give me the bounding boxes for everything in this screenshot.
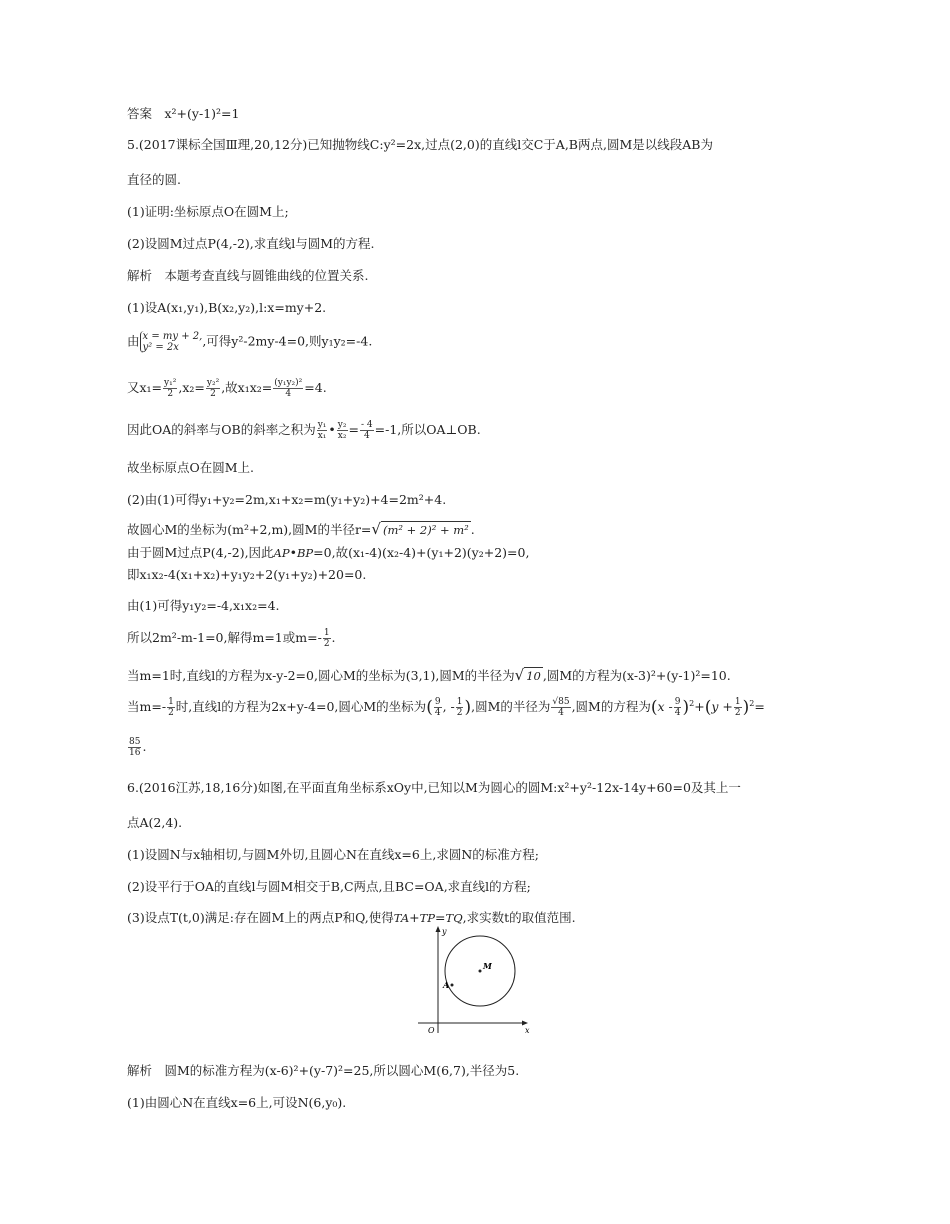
text: .	[470, 522, 475, 537]
fraction	[128, 737, 141, 758]
denominator: 4	[674, 708, 681, 718]
sqrt-icon: √	[371, 520, 381, 538]
text: , -	[442, 699, 455, 714]
equation: y² = 2x	[142, 342, 179, 353]
fraction	[456, 697, 464, 718]
m-label: M	[483, 961, 492, 971]
text: x -	[657, 699, 673, 714]
numerator: y₁²	[164, 378, 177, 388]
numerator: 1	[323, 628, 330, 638]
text: ,可得y²-2my-4=0,则y₁y₂=-4.	[202, 333, 373, 349]
problem-5-question-2: (2)设圆M过点P(4,-2),求直线l与圆M的方程.	[127, 236, 375, 251]
numerator: 85	[129, 737, 141, 747]
numerator: y₂²	[206, 378, 220, 388]
denominator: 2	[734, 708, 741, 718]
text: (3)设点T(t,0)满足:存在圆M上的两点P和Q,使得	[127, 910, 394, 925]
text: .	[331, 630, 336, 645]
circle-figure	[412, 925, 542, 1035]
text: =0,故(x₁-4)(x₂-4)+(y₁+2)(y₂+2)=0,	[313, 545, 530, 560]
fraction	[317, 420, 328, 441]
text: ,x₂=	[178, 380, 205, 395]
paren-icon: )	[742, 697, 750, 718]
problem-5-stem-line1: 5.(2017课标全国Ⅲ理,20,12分)已知抛物线C:y²=2x,过点(2,0)的直线l交C于A,B两点,圆M是以线段AB为	[127, 137, 713, 152]
denominator: 2	[167, 389, 174, 399]
solution-line-7	[127, 521, 475, 538]
radicand: (m² + 2)² + m²	[382, 523, 469, 537]
numerator: 9	[674, 697, 681, 707]
text: =	[754, 699, 765, 714]
text: ,故x₁x₂=	[221, 380, 273, 395]
solution-line-10: 由(1)可得y₁y₂=-4,x₁x₂=4.	[127, 598, 280, 613]
fraction	[360, 420, 374, 441]
solution-line-6: (2)由(1)可得y₁+y₂=2m,x₁+x₂=m(y₁+y₂)+4=2m²+4.	[127, 492, 447, 507]
x-arrow-icon	[522, 1021, 528, 1026]
y-arrow-icon	[436, 926, 441, 932]
equation-system	[140, 331, 203, 353]
text: 又x₁=	[127, 380, 163, 395]
text: =-1,所以OA⊥OB.	[374, 422, 481, 437]
text: 由	[127, 333, 140, 349]
text: 故圆心M的坐标为(m²+2,m),圆M的半径r=	[127, 522, 372, 537]
problem-6-question-2: (2)设平行于OA的直线l与圆M相交于B,C两点,且BC=OA,求直线l的方程;	[127, 879, 531, 894]
text: 由于圆M过点P(4,-2),因此	[127, 545, 274, 560]
numerator: (y₁y₂)²	[274, 378, 303, 388]
denominator: 4	[558, 708, 564, 718]
solution-line-1: (1)设A(x₁,y₁),B(x₂,y₂),l:x=my+2.	[127, 300, 327, 315]
answer-line: 答案 x²+(y-1)²=1	[127, 106, 240, 121]
numerator: 1	[734, 697, 741, 707]
solution-line-2	[127, 331, 372, 353]
text: 因此OA的斜率与OB的斜率之积为	[127, 422, 316, 437]
denominator: 16	[129, 748, 141, 758]
a-label: A	[443, 980, 450, 990]
solution-line-5: 故坐标原点O在圆M上.	[127, 460, 255, 475]
solution-line-12	[127, 667, 731, 684]
problem-5-stem-line2: 直径的圆.	[127, 172, 181, 187]
center-point	[479, 970, 482, 973]
text: ,圆M的方程为	[571, 699, 651, 714]
paren-icon: (	[650, 697, 658, 718]
denominator: x₁	[317, 431, 327, 441]
numerator: 1	[456, 697, 463, 707]
vector: TA	[393, 911, 410, 925]
numerator: 1	[168, 697, 174, 707]
vector: AP	[273, 546, 290, 560]
equation: x = my + 2,	[142, 331, 203, 342]
denominator: 2	[456, 708, 463, 718]
fraction	[674, 697, 682, 718]
text: •	[328, 422, 336, 437]
paren-icon: (	[704, 697, 712, 718]
fraction	[434, 697, 442, 718]
fraction	[337, 420, 348, 441]
solution-line-9: 即x₁x₂-4(x₁+x₂)+y₁y₂+2(y₁+y₂)+20=0.	[127, 567, 367, 582]
x-label: x	[525, 1026, 530, 1035]
numerator: y₁	[317, 420, 327, 430]
solution-line-4	[127, 420, 481, 441]
text: 当m=-	[127, 699, 167, 714]
solution-line-8	[127, 545, 529, 561]
fraction	[734, 697, 742, 718]
numerator: - 4	[360, 420, 373, 430]
sqrt-icon: √	[514, 666, 525, 684]
problem-5-question-1: (1)证明:坐标原点O在圆M上;	[127, 204, 289, 219]
text: ,求实数t的取值范围.	[462, 910, 576, 925]
text: =4.	[304, 380, 327, 395]
problem-6-stem-line2: 点A(2,4).	[127, 815, 183, 830]
text: ,圆M的半径为	[471, 699, 551, 714]
problem-5-analysis-heading: 解析 本题考查直线与圆锥曲线的位置关系.	[127, 268, 369, 283]
denominator: 2	[210, 389, 216, 399]
text: ,圆M的方程为(x-3)²+(y-1)²=10.	[542, 668, 731, 683]
paren-icon: )	[464, 697, 472, 718]
fraction	[323, 628, 331, 649]
text: +	[694, 699, 705, 714]
solution-line-11	[127, 628, 336, 649]
fraction	[163, 378, 177, 399]
paren-icon: )	[682, 697, 690, 718]
text: y +	[711, 699, 733, 714]
denominator: 4	[434, 708, 441, 718]
solution-line-13: 当m=- $\frac{1}{2}$ 时,直线l的方程为2x+y-4=0,圆心M的坐标为( $\frac{9}{4}$ , - $\frac{1}{2}$ ),圆M的半径为 $\frac{√85}{4}$ ,圆M的方程为(x - $\frac{9}{4}$ )$^2$+(y + $\frac{1}{2}$ )$^2$=	[127, 697, 765, 718]
problem-6-solution-1: (1)由圆心N在直线x=6上,可设N(6,y₀).	[127, 1095, 347, 1110]
vector: BP	[296, 546, 314, 560]
solution-line-14	[127, 737, 146, 758]
text: •	[289, 545, 297, 560]
fraction	[273, 378, 303, 399]
text: =	[348, 422, 359, 437]
text: 当m=1时,直线l的方程为x-y-2=0,圆心M的坐标为(3,1),圆M的半径为	[127, 668, 515, 683]
point-a	[451, 984, 454, 987]
vector: TQ	[445, 911, 463, 925]
fraction	[551, 697, 570, 718]
solution-line-3	[127, 378, 327, 399]
vector: TP	[419, 911, 436, 925]
denominator: 2	[323, 639, 330, 649]
numerator: √85	[552, 697, 570, 707]
denominator: 4	[363, 431, 370, 441]
numerator: 9	[434, 697, 441, 707]
problem-6-question-1: (1)设圆N与x轴相切,与圆M外切,且圆心N在直线x=6上,求圆N的标准方程;	[127, 847, 539, 862]
y-label: y	[442, 927, 447, 936]
denominator: 4	[285, 389, 292, 399]
fraction	[167, 697, 175, 718]
text: 所以2m²-m-1=0,解得m=1或m=-	[127, 630, 322, 645]
text: =	[435, 910, 446, 925]
text: 时,直线l的方程为2x+y-4=0,圆心M的坐标为	[175, 699, 427, 714]
text: +	[409, 910, 420, 925]
origin-label: O	[428, 1026, 435, 1035]
problem-6-stem-line1: 6.(2016江苏,18,16分)如图,在平面直角坐标系xOy中,已知以M为圆心的圆M:x²+y²-12x-14y+60=0及其上一	[127, 780, 741, 795]
problem-6-question-3	[127, 910, 576, 926]
text: .	[142, 739, 147, 754]
problem-6-analysis: 解析 圆M的标准方程为(x-6)²+(y-7)²=25,所以圆心M(6,7),半径为5.	[127, 1063, 520, 1078]
paren-icon: (	[426, 697, 433, 718]
fraction	[206, 378, 220, 399]
radicand: 10	[526, 669, 541, 683]
numerator: y₂	[337, 420, 347, 430]
denominator: x₂	[337, 431, 347, 441]
denominator: 2	[168, 708, 174, 718]
